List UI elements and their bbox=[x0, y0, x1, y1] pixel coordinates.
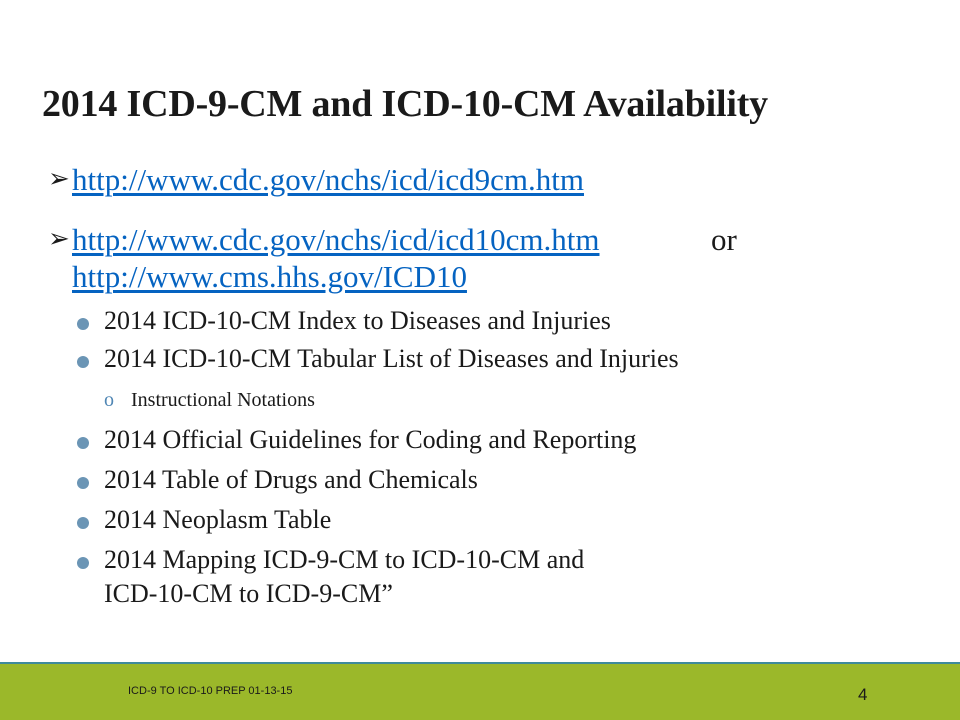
list-item: 2014 Neoplasm Table bbox=[104, 505, 332, 534]
bullet-dot-icon bbox=[77, 437, 89, 449]
list-item: 2014 ICD-10-CM Tabular List of Diseases and Injuries bbox=[104, 344, 679, 373]
page-number: 4 bbox=[858, 685, 868, 704]
bullet-dot-icon bbox=[77, 477, 89, 489]
arrow-bullet-icon: ➢ bbox=[48, 164, 70, 193]
bullet-dot-icon bbox=[77, 557, 89, 569]
list-item: 2014 ICD-10-CM Index to Diseases and Injuries bbox=[104, 306, 611, 335]
bullet-dot-icon bbox=[77, 318, 89, 330]
list-item: 2014 Mapping ICD-9-CM to ICD-10-CM and bbox=[104, 545, 585, 574]
or-connector: or bbox=[711, 222, 737, 257]
arrow-bullet-icon: ➢ bbox=[48, 224, 70, 253]
icd10cm-link[interactable]: http://www.cdc.gov/nchs/icd/icd10cm.htm bbox=[72, 222, 600, 257]
list-item: 2014 Table of Drugs and Chemicals bbox=[104, 465, 478, 494]
bullet-dot-icon bbox=[77, 356, 89, 368]
cms-icd10-link[interactable]: http://www.cms.hhs.gov/ICD10 bbox=[72, 259, 467, 294]
list-item: 2014 Official Guidelines for Coding and Reporting bbox=[104, 425, 637, 454]
icd9cm-link[interactable]: http://www.cdc.gov/nchs/icd/icd9cm.htm bbox=[72, 162, 584, 197]
bullet-dot-icon bbox=[77, 517, 89, 529]
slide-title: 2014 ICD-9-CM and ICD-10-CM Availability bbox=[42, 83, 768, 125]
list-item-continuation: ICD-10-CM to ICD-9-CM” bbox=[104, 579, 393, 608]
footer-text: ICD-9 TO ICD-10 PREP 01-13-15 bbox=[128, 685, 293, 697]
nested-list-item: Instructional Notations bbox=[131, 389, 315, 411]
circle-bullet-icon: o bbox=[104, 389, 114, 411]
